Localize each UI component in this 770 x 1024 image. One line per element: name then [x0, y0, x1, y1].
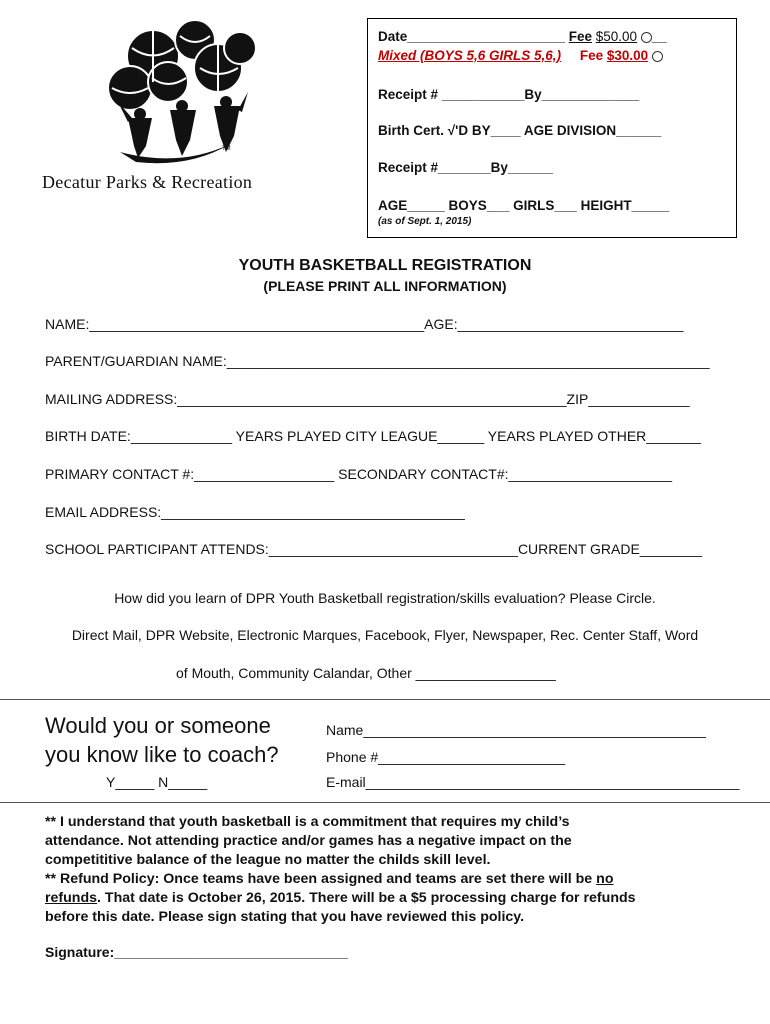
survey-options-line-2[interactable]: of Mouth, Community Calandar, Other __________________: [176, 665, 556, 681]
contact-numbers-field[interactable]: PRIMARY CONTACT #:__________________ SECONDARY CONTACT#:_____________________: [45, 466, 673, 482]
email-address-field[interactable]: EMAIL ADDRESS:_______________________________________: [45, 504, 465, 520]
form-subtitle: (PLEASE PRINT ALL INFORMATION): [263, 278, 507, 294]
receipt-field-1[interactable]: Receipt # ___________By_____________: [378, 87, 640, 102]
policy-line-6: before this date. Please sign stating that you have reviewed this policy.: [45, 909, 525, 925]
mixed-fee-option-circle[interactable]: [652, 51, 663, 62]
birth-cert-field[interactable]: Birth Cert. √'D BY____ AGE DIVISION______: [378, 123, 662, 138]
section-divider-top: [0, 699, 770, 700]
receipt-field-2[interactable]: Receipt #_______By______: [378, 160, 553, 175]
mailing-address-field[interactable]: MAILING ADDRESS:__________________________________________________ZIP_____________: [45, 391, 690, 407]
fee-value: $50.00: [595, 29, 638, 44]
coach-question-line-1: Would you or someone: [45, 713, 271, 738]
survey-options-line-1[interactable]: Direct Mail, DPR Website, Electronic Marques, Facebook, Flyer, Newspaper, Rec. Center Staff, Word: [71, 627, 699, 643]
fee-label: Fee: [568, 29, 592, 44]
mixed-fee-line: [378, 48, 663, 63]
coach-email-field[interactable]: E-mail________________________________________________: [326, 774, 740, 790]
signature-field[interactable]: Signature:______________________________: [45, 944, 348, 960]
office-use-box: [367, 18, 737, 238]
parent-guardian-field[interactable]: PARENT/GUARDIAN NAME:______________________________________________________________: [45, 353, 710, 369]
policy-line-5: [45, 889, 735, 908]
mixed-division-label: Mixed (BOYS 5,6 GIRLS 5,6,): [378, 48, 562, 63]
fee-tail: __: [651, 29, 667, 44]
decatur-parks-logo: [40, 18, 330, 198]
policy-text: [45, 813, 735, 927]
mixed-fee-label: Fee: [579, 48, 604, 63]
age-boys-girls-height-field[interactable]: AGE_____ BOYS___ GIRLS___ HEIGHT_____: [378, 198, 670, 213]
trademark-mark: TM: [222, 146, 231, 152]
name-age-field[interactable]: NAME:___________________________________________AGE:_____________________________: [45, 316, 684, 332]
section-divider-bottom: [0, 802, 770, 803]
policy-line-4: [45, 870, 735, 889]
date-field[interactable]: Date_____________________: [378, 29, 565, 44]
refunds-emphasis: refunds: [45, 890, 98, 906]
date-fee-line: [378, 29, 667, 44]
policy-line-3: competititive balance of the league no matter the childs skill level.: [45, 852, 491, 868]
mixed-fee-value: $30.00: [606, 48, 649, 63]
policy-line-1: ** I understand that youth basketball is a commitment that requires my child’s: [45, 814, 570, 830]
fee-option-circle[interactable]: [641, 32, 652, 43]
organization-name: Decatur Parks & Recreation: [42, 172, 253, 192]
coach-phone-field[interactable]: Phone #________________________: [326, 749, 566, 765]
survey-question: How did you learn of DPR Youth Basketball registration/skills evaluation? Please Circle.: [114, 590, 656, 606]
refund-policy-text: ** Refund Policy: Once teams have been assigned and teams are set there will be: [45, 871, 597, 887]
no-emphasis: no: [596, 871, 614, 887]
coach-yes-no-field[interactable]: Y_____ N_____: [106, 774, 208, 790]
refund-date-text: . That date is October 26, 2015. There will be a $5 processing charge for refunds: [97, 890, 636, 906]
birth-date-years-field[interactable]: BIRTH DATE:_____________ YEARS PLAYED CITY LEAGUE______ YEARS PLAYED OTHER_______: [45, 428, 701, 444]
coach-name-field[interactable]: Name____________________________________________: [326, 722, 706, 738]
coach-question-line-2: you know like to coach?: [45, 742, 279, 767]
policy-line-2: attendance. Not attending practice and/or games has a negative impact on the: [45, 833, 572, 849]
form-title: YOUTH BASKETBALL REGISTRATION: [238, 257, 532, 274]
as-of-date-note: (as of Sept. 1, 2015): [378, 216, 472, 227]
basketballs-and-figures-graphic: [40, 18, 330, 188]
school-grade-field[interactable]: SCHOOL PARTICIPANT ATTENDS:________________________________CURRENT GRADE________: [45, 541, 703, 557]
